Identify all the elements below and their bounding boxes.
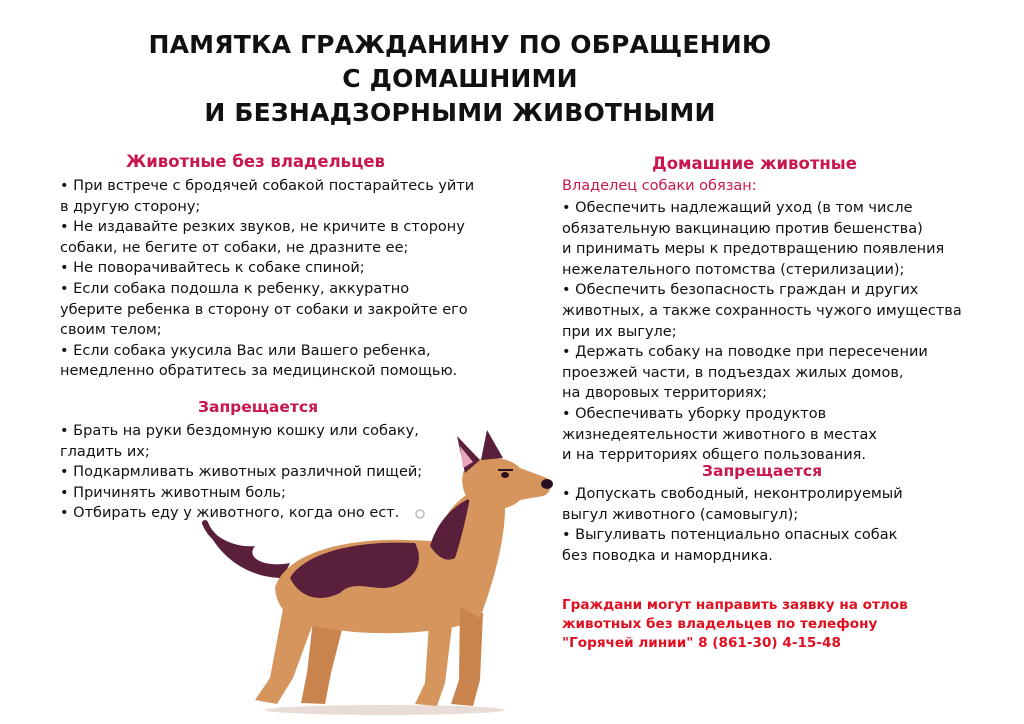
left-forbidden-heading: Запрещается: [198, 398, 319, 416]
list-item: нежелательного потомства (стерилизации);: [562, 261, 905, 278]
list-item: • Причинять животным боль;: [60, 484, 286, 501]
hotline-note: [562, 596, 908, 653]
hotline-line-1: Граждани могут направить заявку на отлов: [562, 597, 908, 613]
list-item: • Допускать свободный, неконтролируемый: [562, 486, 903, 502]
list-item: обязательную вакцинацию против бешенства): [562, 220, 923, 237]
page-title: [120, 28, 800, 130]
list-item: • Обеспечить надлежащий уход (в том числе: [562, 200, 913, 216]
list-item: выгул животного (самовыгул);: [562, 506, 799, 523]
list-item: уберите ребенка в сторону от собаки и закройте его: [60, 301, 468, 318]
list-item: • Обеспечить безопасность граждан и других: [562, 282, 919, 299]
list-item: животных, а также сохранность чужого имущества: [562, 302, 962, 319]
list-item: • Если собака подошла к ребенку, аккуратно: [60, 280, 410, 297]
list-item: • Отбирать еду у животного, когда оно ест.: [60, 505, 400, 522]
list-item: своим телом;: [60, 322, 162, 339]
right-subtitle: Владелец собаки обязан:: [562, 178, 757, 194]
title-line-1: ПАМЯТКА ГРАЖДАНИНУ ПО ОБРАЩЕНИЮ: [148, 30, 772, 59]
list-item: • Держать собаку на поводке при пересечении: [562, 344, 928, 361]
list-item: при их выгуле;: [562, 323, 677, 340]
dog-illustration: [175, 428, 555, 722]
list-item: проезжей части, в подъездах жилых домов,: [562, 364, 904, 381]
list-item: собаки, не бегите от собаки, не дразните ее;: [60, 239, 409, 256]
list-item: • Брать на руки бездомную кошку или собаку,: [60, 423, 419, 439]
right-rules-list: [562, 198, 962, 466]
list-item: без поводка и намордника.: [562, 547, 773, 564]
list-item: • Обеспечивать уборку продуктов: [562, 405, 827, 422]
list-item: • Если собака укусила Вас или Вашего ребенка,: [60, 342, 431, 359]
list-item: • При встрече с бродячей собакой постарайтесь уйти: [60, 178, 475, 194]
dog-icon: [175, 428, 555, 718]
list-item: в другую сторону;: [60, 198, 201, 215]
right-heading: Домашние животные: [652, 154, 857, 173]
hotline-line-3: "Горячей линии" 8 (861-30) 4-15-48: [562, 635, 841, 651]
title-line-2: С ДОМАШНИМИ: [342, 64, 578, 93]
title-line-3: И БЕЗНАДЗОРНЫМИ ЖИВОТНЫМИ: [204, 98, 716, 127]
list-item: на дворовых территориях;: [562, 385, 768, 402]
right-forbidden-list: [562, 484, 903, 566]
list-item: жизнедеятельности животного в местах: [562, 426, 877, 443]
list-item: гладить их;: [60, 443, 150, 460]
left-heading: Животные без владельцев: [126, 152, 385, 171]
left-rules-list: [60, 176, 474, 382]
list-item: • Не поворачивайтесь к собаке спиной;: [60, 260, 365, 277]
list-item: • Подкармливать животных различной пищей;: [60, 464, 423, 481]
list-item: немедленно обратитесь за медицинской помощью.: [60, 363, 458, 380]
right-forbidden-heading: Запрещается: [702, 462, 823, 480]
hotline-line-2: животных без владельцев по телефону: [562, 616, 878, 632]
list-item: • Не издавайте резких звуков, не кричите в сторону: [60, 219, 465, 236]
list-item: и на территориях общего пользования.: [562, 447, 866, 464]
list-item: • Выгуливать потенциально опасных собак: [562, 527, 898, 544]
list-item: и принимать меры к предотвращению появления: [562, 241, 945, 258]
